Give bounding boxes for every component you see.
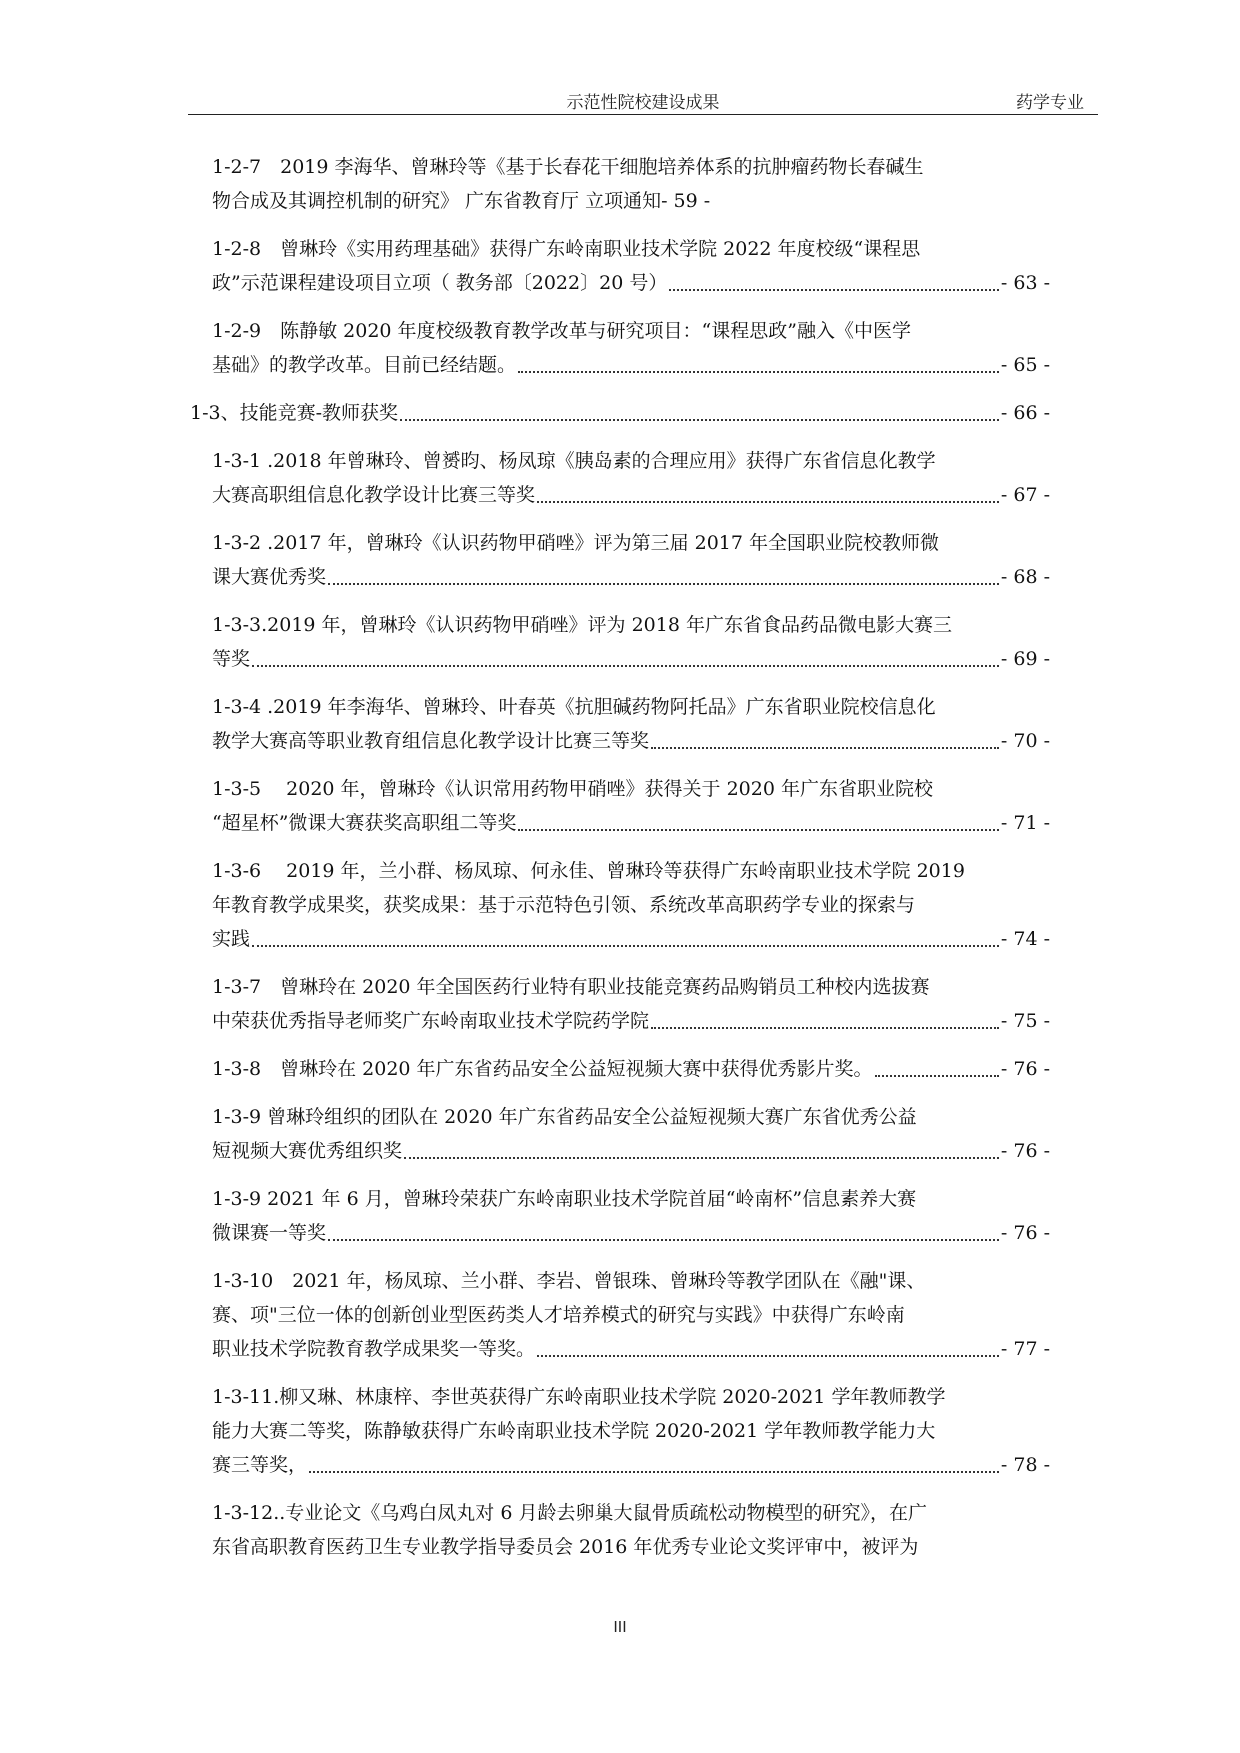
toc-entry-text: “超星杯”微课大赛获奖高职组二等奖 — [212, 812, 517, 834]
toc-entry-text: 实践 — [212, 928, 251, 950]
toc-page-number: - 76 - — [1000, 1140, 1050, 1162]
toc-entry-text: 职业技术学院教育教学成果奖一等奖。 — [212, 1338, 536, 1360]
toc-entry-text: 短视频大赛优秀组织奖 — [212, 1140, 403, 1162]
dot-leader — [404, 1157, 999, 1159]
toc-entry-text: 1-3-1 .2018 年曾琳玲、曾赟昀、杨凤琼《胰岛素的合理应用》获得广东省信息化教学 — [212, 450, 936, 472]
toc-entry-text: 1-3、技能竞赛-教师获奖 — [190, 402, 399, 424]
toc-entry-text: 1-2-8 曾琳玲《实用药理基础》获得广东岭南职业技术学院 2022 年度校级“课程思 — [212, 238, 921, 260]
toc-entry[interactable] — [190, 1380, 1050, 1482]
toc-page-number: - 74 - — [1000, 928, 1050, 950]
toc-entry-text: 赛、项"三位一体的创新创业型医药类人才培养模式的研究与实践》中获得广东岭南 — [212, 1304, 905, 1326]
toc-entry-text: 1-3-5 2020 年，曾琳玲《认识常用药物甲硝唑》获得关于 2020 年广东省职业院校 — [212, 778, 933, 800]
toc-entry-text: 物合成及其调控机制的研究》 广东省教育厅 立项通知- 59 - — [212, 190, 711, 212]
toc-page-number: - 67 - — [1000, 484, 1050, 506]
toc-entry-text: 1-3-4 .2019 年李海华、曾琳玲、叶春英《抗胆碱药物阿托品》广东省职业院校信息化 — [212, 696, 936, 718]
toc-entry[interactable] — [190, 854, 1050, 956]
toc-entry-text: 大赛高职组信息化教学设计比赛三等奖 — [212, 484, 536, 506]
toc-entry[interactable] — [190, 396, 1050, 430]
dot-leader — [537, 501, 999, 503]
toc-entry[interactable] — [190, 314, 1050, 382]
toc-entry[interactable] — [190, 608, 1050, 676]
toc-page-number: - 76 - — [1000, 1058, 1050, 1080]
dot-leader — [400, 419, 999, 421]
toc-entry-text: 等奖 — [212, 648, 251, 670]
toc-page-number: - 78 - — [1000, 1454, 1050, 1476]
dot-leader — [328, 1239, 999, 1241]
toc-entry-text: 政”示范课程建设项目立项（ 教务部〔2022〕20 号） — [212, 272, 668, 294]
dot-leader — [651, 747, 999, 749]
toc-entry[interactable] — [190, 1182, 1050, 1250]
toc-entry[interactable] — [190, 1100, 1050, 1168]
toc-page-number: - 65 - — [1000, 354, 1050, 376]
toc-entry[interactable] — [190, 526, 1050, 594]
toc-entry-text: 能力大赛二等奖，陈静敏获得广东岭南职业技术学院 2020-2021 学年教师教学能力大 — [212, 1420, 936, 1442]
toc-page-number: - 70 - — [1000, 730, 1050, 752]
toc-entry[interactable] — [190, 970, 1050, 1038]
toc-entry[interactable] — [190, 444, 1050, 512]
toc-entry-text: 课大赛优秀奖 — [212, 566, 327, 588]
toc-entry-text: 1-3-9 2021 年 6 月，曾琳玲荣获广东岭南职业技术学院首届“岭南杯”信息素养大赛 — [212, 1188, 917, 1210]
toc-entry[interactable] — [190, 232, 1050, 300]
toc-entry-text: 1-3-3.2019 年，曾琳玲《认识药物甲硝唑》评为 2018 年广东省食品药品微电影大赛三 — [212, 614, 952, 636]
toc-page-number: - 69 - — [1000, 648, 1050, 670]
toc-page-number: - 63 - — [1000, 272, 1050, 294]
toc-entry-text: 1-3-10 2021 年，杨凤琼、兰小群、李岩、曾银珠、曾琳玲等教学团队在《融"课、 — [212, 1270, 926, 1292]
dot-leader — [651, 1027, 999, 1029]
page-number: III — [613, 1618, 627, 1636]
toc-entry-text: 教学大赛高等职业教育组信息化教学设计比赛三等奖 — [212, 730, 650, 752]
toc-entry[interactable] — [190, 1496, 1050, 1564]
toc-page-number: - 76 - — [1000, 1222, 1050, 1244]
toc-entry-text: 1-3-9 曾琳玲组织的团队在 2020 年广东省药品安全公益短视频大赛广东省优秀公益 — [212, 1106, 917, 1128]
dot-leader — [252, 665, 999, 667]
dot-leader — [518, 371, 999, 373]
dot-leader — [875, 1075, 999, 1077]
toc-entry-text: 1-3-7 曾琳玲在 2020 年全国医药行业特有职业技能竞赛药品购销员工种校内选拔赛 — [212, 976, 930, 998]
toc-entry-text: 1-2-9 陈静敏 2020 年度校级教育教学改革与研究项目：“课程思政”融入《中医学 — [212, 320, 911, 342]
toc-page-number: - 66 - — [1000, 402, 1050, 424]
dot-leader — [669, 289, 999, 291]
header-department: 药学专业 — [1016, 93, 1084, 113]
toc-entry[interactable] — [190, 1264, 1050, 1366]
toc-entry-text: 1-3-8 曾琳玲在 2020 年广东省药品安全公益短视频大赛中获得优秀影片奖。 — [212, 1058, 873, 1080]
toc-entry-text: 赛三等奖， — [212, 1454, 308, 1476]
dot-leader — [328, 583, 999, 585]
toc-entry-text: 年教育教学成果奖，获奖成果：基于示范特色引领、系统改革高职药学专业的探索与 — [212, 894, 916, 916]
toc-entry-text: 1-2-7 2019 李海华、曾琳玲等《基于长春花干细胞培养体系的抗肿瘤药物长春碱生 — [212, 156, 924, 178]
toc-entry-text: 基础》的教学改革。目前已经结题。 — [212, 354, 517, 376]
toc-page-number: - 71 - — [1000, 812, 1050, 834]
toc-entry[interactable] — [190, 150, 1050, 218]
dot-leader — [252, 945, 999, 947]
toc-page-number: - 77 - — [1000, 1338, 1050, 1360]
toc-entry-text: 中荣获优秀指导老师奖广东岭南取业技术学院药学院 — [212, 1010, 650, 1032]
page-header — [188, 84, 1098, 115]
toc-entry[interactable] — [190, 772, 1050, 840]
toc-entry-text: 东省高职教育医药卫生专业教学指导委员会 2016 年优秀专业论文奖评审中，被评为 — [212, 1536, 919, 1558]
header-title: 示范性院校建设成果 — [566, 93, 720, 113]
toc-entry-text: 1-3-6 2019 年，兰小群、杨凤琼、何永佳、曾琳玲等获得广东岭南职业技术学院 2019 — [212, 860, 965, 882]
toc-entry-text: 微课赛一等奖 — [212, 1222, 327, 1244]
toc-entry[interactable] — [190, 690, 1050, 758]
toc-page-number: - 68 - — [1000, 566, 1050, 588]
dot-leader — [537, 1355, 999, 1357]
toc-entry[interactable] — [190, 1052, 1050, 1086]
toc-entry-text: 1-3-12..专业论文《乌鸡白凤丸对 6 月龄去卵巢大鼠骨质疏松动物模型的研究》，在广 — [212, 1502, 927, 1524]
toc-page-number: - 75 - — [1000, 1010, 1050, 1032]
dot-leader — [518, 829, 998, 831]
table-of-contents — [190, 150, 1050, 1578]
toc-entry-text: 1-3-11.柳又琳、林康梓、李世英获得广东岭南职业技术学院 2020-2021 学年教师教学 — [212, 1386, 946, 1408]
toc-entry-text: 1-3-2 .2017 年，曾琳玲《认识药物甲硝唑》评为第三届 2017 年全国职业院校教师微 — [212, 532, 940, 554]
dot-leader — [309, 1471, 999, 1473]
